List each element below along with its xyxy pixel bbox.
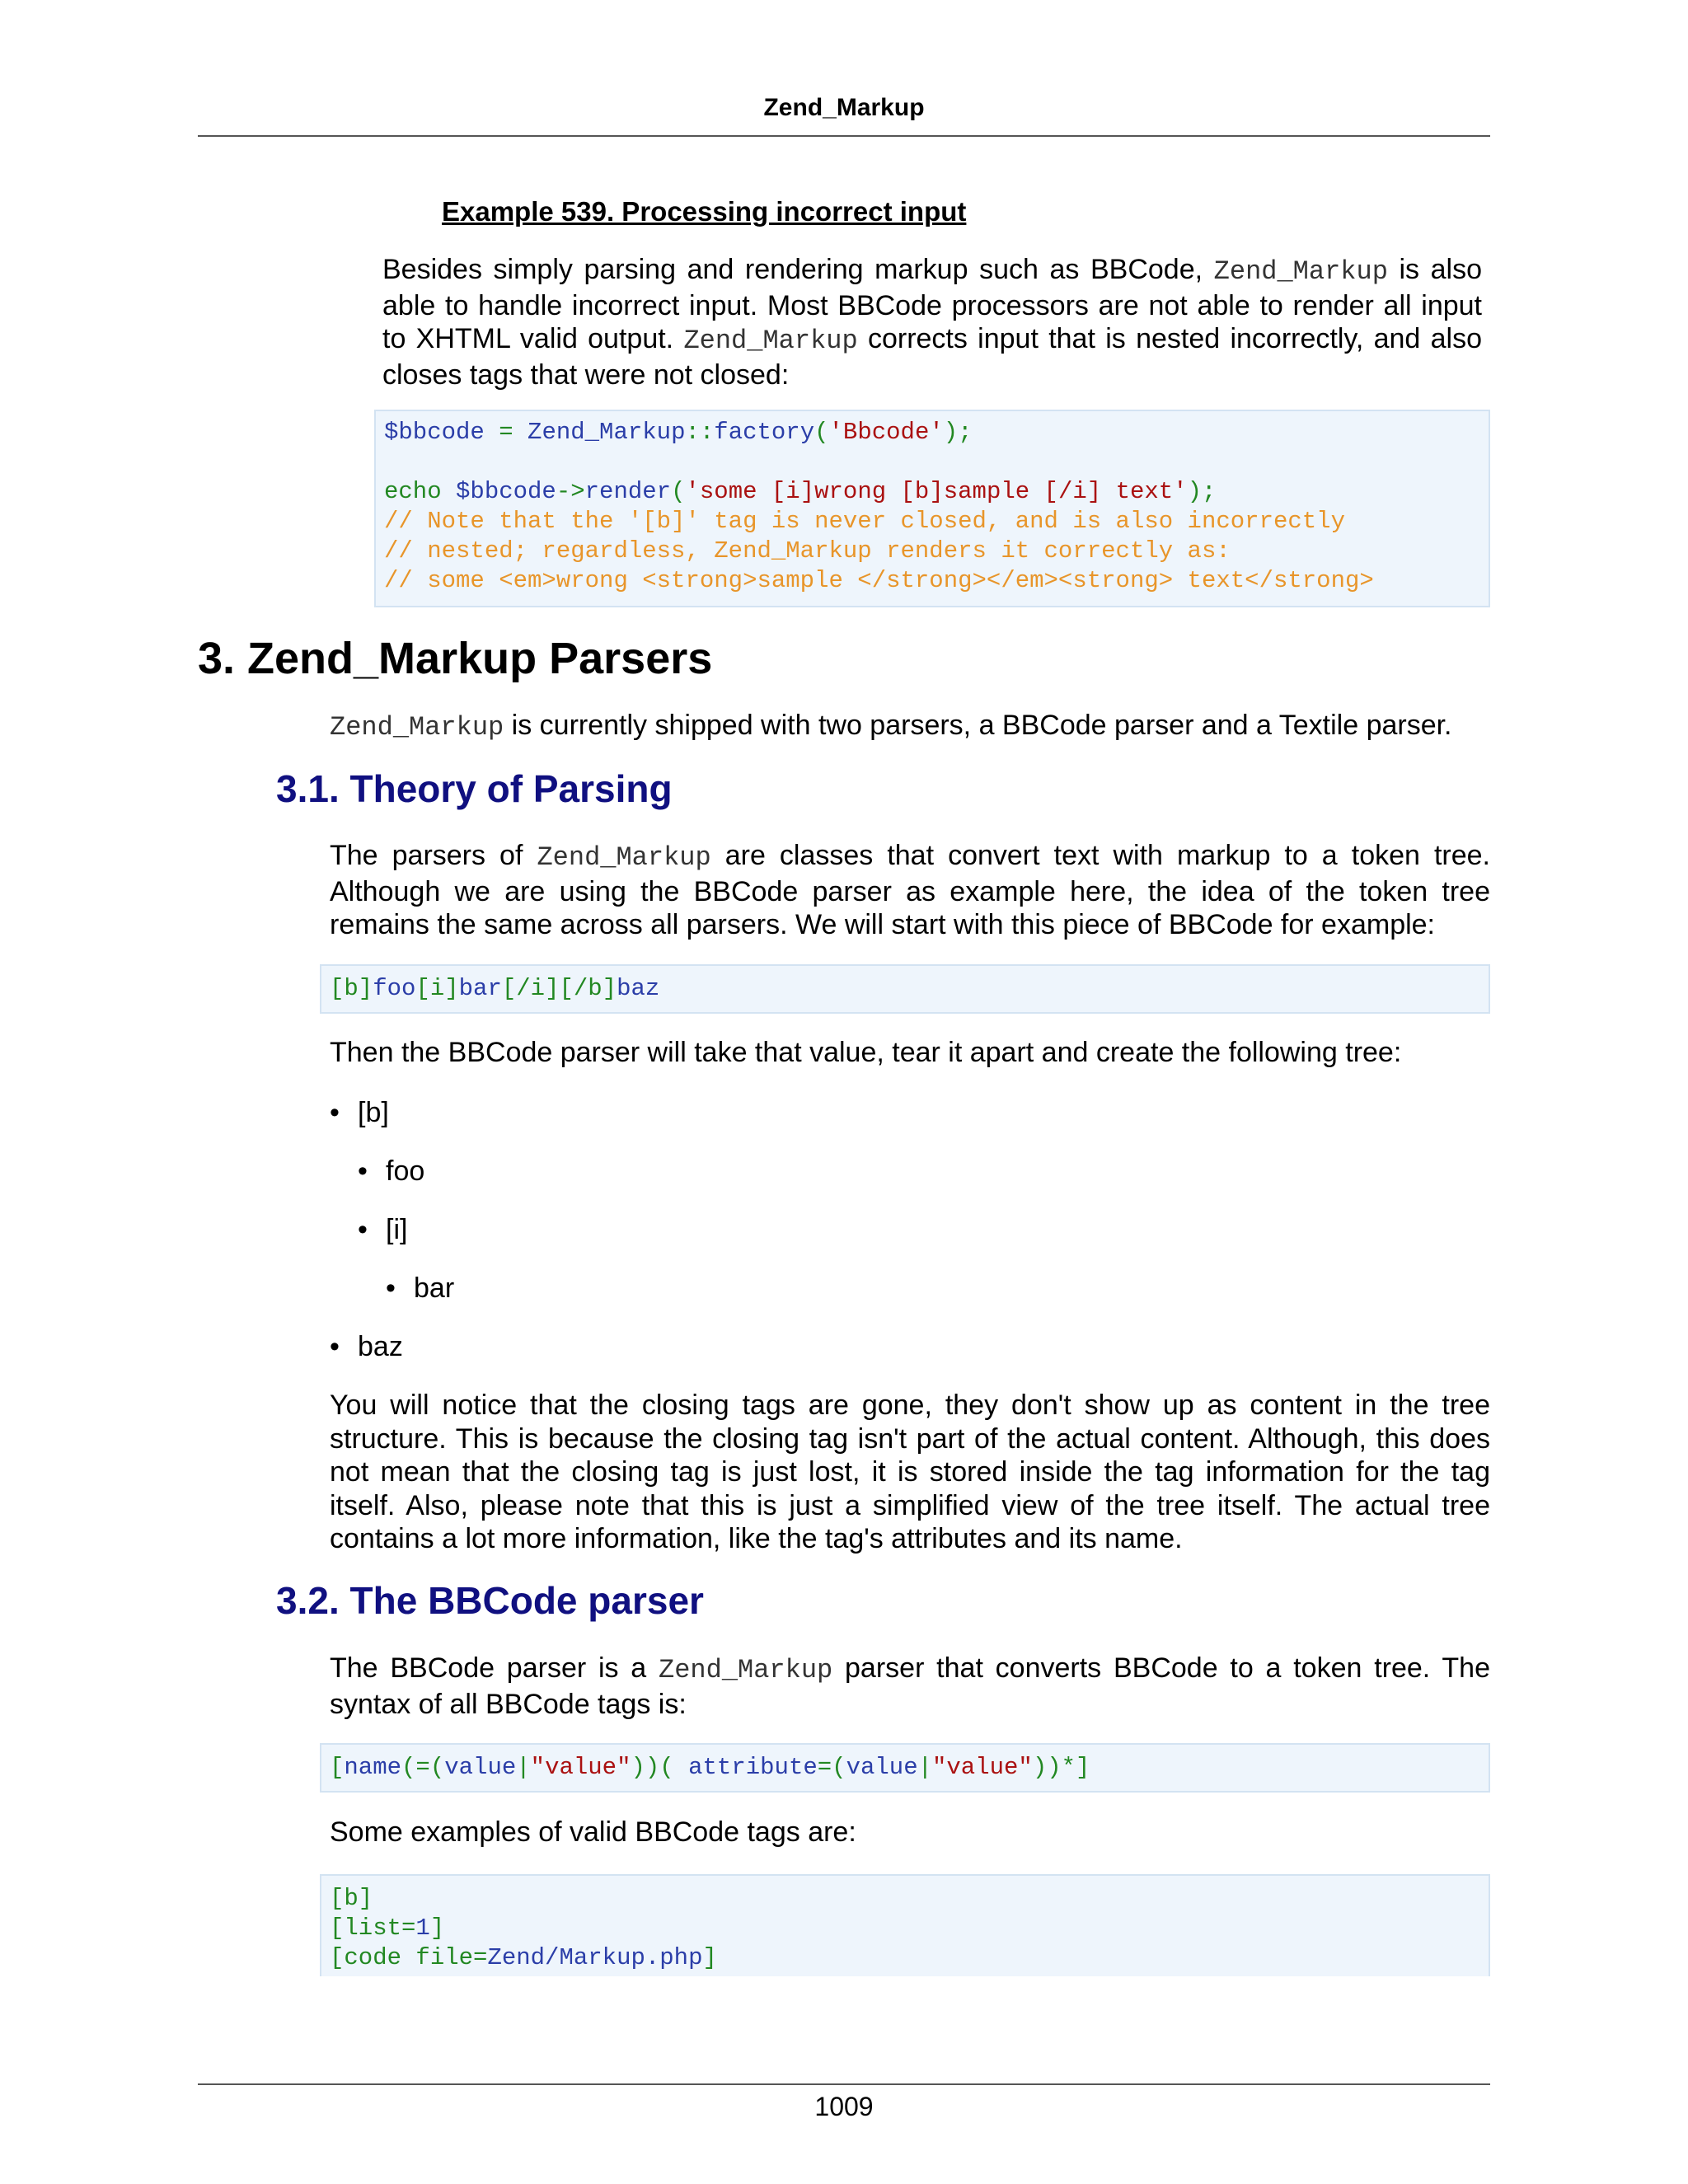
tree-node-label: bar [414, 1272, 455, 1304]
inline-code: Zend_Markup [659, 1655, 833, 1685]
code-token: foo [373, 975, 416, 1002]
code-token: [i] [415, 975, 459, 1002]
code-token: value [444, 1754, 517, 1781]
code-token: [ [330, 1754, 345, 1781]
tree-node-label: foo [386, 1155, 425, 1187]
code-token: (=( [401, 1754, 445, 1781]
code-line-1 [384, 418, 1480, 448]
code-token: Zend/Markup.php [487, 1944, 703, 1971]
inline-code: Zend_Markup [330, 712, 504, 743]
code-token: "value" [932, 1754, 1033, 1781]
code-token: 'Bbcode' [828, 419, 944, 446]
code-token: =( [817, 1754, 846, 1781]
text-span: parser that converts BBCode to a token tree. The syntax of all BBCode tags is: [330, 1652, 1490, 1720]
tree-node-baz [330, 1330, 403, 1363]
section31-paragraph-3: You will notice that the closing tags are gone, they don't show up as content in the tree structure. This is because the closing tag isn't part of the actual content. Although, this does not mean that the closing tag is just lost, it is stored inside the tag information for the tag itself. Also, please note that this is just a simplified view of the tree itself. The actual tree contains a lot more information, like the tag's attributes and its name. [330, 1390, 1490, 1554]
section-heading-3-2: 3.2. The BBCode parser [276, 1579, 704, 1622]
code-token: [list= [330, 1915, 416, 1942]
bullet-icon: • [358, 1155, 368, 1187]
text-span: are classes that convert text with markup to a token tree. Although we are using the BBCode parser as example here, the idea of the token tree remains the same across all parsers. We will start with this piece of BBCode for example: [330, 840, 1490, 940]
inline-code: Zend_Markup [1213, 256, 1388, 287]
code-token: [code file= [330, 1944, 488, 1971]
tree-node-foo [358, 1155, 424, 1188]
code-line [330, 1914, 1480, 1943]
text-span: The parsers of [330, 840, 537, 871]
tree-node-b [330, 1096, 389, 1129]
code-blank-line [384, 448, 1480, 477]
code-token: value [846, 1754, 918, 1781]
section32-paragraph-1 [330, 1652, 1490, 1721]
bullet-icon: • [330, 1097, 340, 1128]
code-comment: // some <em>wrong <strong>sample </strong></em><strong> text</strong> [384, 567, 1374, 594]
section-heading-3: 3. Zend_Markup Parsers [198, 634, 713, 683]
section31-paragraph-1 [330, 839, 1490, 942]
code-token: factory [714, 419, 815, 446]
code-token: echo [384, 478, 457, 505]
page-number: 1009 [814, 2092, 874, 2121]
code-token: ); [943, 419, 973, 446]
code-token: :: [685, 419, 715, 446]
text-span: corrects input that is nested incorrectly, and also closes tags that were not closed: [382, 323, 1482, 391]
code-token: baz [617, 975, 660, 1002]
bullet-icon: • [358, 1214, 368, 1245]
code-token: Zend_Markup [528, 419, 686, 446]
code-token: ); [1187, 478, 1217, 505]
code-token: ))*] [1032, 1754, 1090, 1781]
inline-code: Zend_Markup [683, 326, 858, 356]
section31-paragraph-2: Then the BBCode parser will take that value, tear it apart and create the following tree: [330, 1037, 1402, 1068]
text-span: is currently shipped with two parsers, a BBCode parser and a Textile parser. [504, 710, 1452, 741]
example-intro-paragraph [382, 253, 1482, 391]
code-token: | [516, 1754, 531, 1781]
code-line [330, 1943, 1480, 1973]
code-token: name [344, 1754, 402, 1781]
code-token: [/i] [501, 975, 560, 1002]
bullet-icon: • [330, 1331, 340, 1362]
bbcode-example-block [320, 964, 1490, 1014]
code-token: ))( [631, 1754, 689, 1781]
bullet-icon: • [386, 1272, 396, 1304]
tree-node-label: baz [358, 1331, 403, 1362]
code-token: -> [556, 478, 585, 505]
tree-node-bar [386, 1272, 454, 1305]
tree-node-i [358, 1213, 407, 1246]
code-token: ( [814, 419, 829, 446]
code-token: "value" [530, 1754, 631, 1781]
code-token: = [484, 419, 528, 446]
code-token: render [584, 478, 672, 505]
section32-paragraph-2: Some examples of valid BBCode tags are: [330, 1816, 856, 1848]
code-comment: // Note that the '[b]' tag is never closed, and is also incorrectly [384, 508, 1345, 535]
code-token: 'some [i]wrong [b]sample [/i] text' [685, 478, 1188, 505]
text-span: The BBCode parser is a [330, 1652, 659, 1684]
text-span: Besides simply parsing and rendering markup such as BBCode, [382, 254, 1214, 285]
code-token: $bbcode [456, 478, 556, 505]
code-token: $bbcode [384, 419, 485, 446]
code-comment: // nested; regardless, Zend_Markup renders it correctly as: [384, 537, 1231, 565]
section-heading-3-1: 3.1. Theory of Parsing [276, 767, 673, 810]
code-token: 1 [415, 1915, 430, 1942]
bbcode-examples-block [320, 1874, 1490, 1976]
section3-intro-paragraph [330, 709, 1490, 745]
text-span: is also able to handle incorrect input. Most BBCode processors are not able to render all input to XHTML valid output. [382, 254, 1482, 354]
bbcode-syntax-block [320, 1743, 1490, 1793]
code-token: ] [429, 1915, 445, 1942]
header-rule [198, 135, 1490, 137]
tree-node-label: [b] [358, 1097, 389, 1128]
inline-code: Zend_Markup [537, 842, 711, 873]
code-line: [b] [330, 1885, 373, 1912]
running-header: Zend_Markup [763, 94, 925, 121]
code-token: ( [671, 478, 686, 505]
code-line-2 [384, 477, 1480, 507]
code-token: [b] [330, 975, 373, 1002]
code-token: | [917, 1754, 932, 1781]
code-token: [/b] [559, 975, 617, 1002]
example-title: Example 539. Processing incorrect input [442, 196, 967, 227]
code-token: ] [702, 1944, 717, 1971]
example-code-block [374, 410, 1490, 607]
footer-rule [198, 2083, 1490, 2085]
code-token: attribute [688, 1754, 818, 1781]
code-token: bar [458, 975, 502, 1002]
tree-node-label: [i] [386, 1214, 408, 1245]
